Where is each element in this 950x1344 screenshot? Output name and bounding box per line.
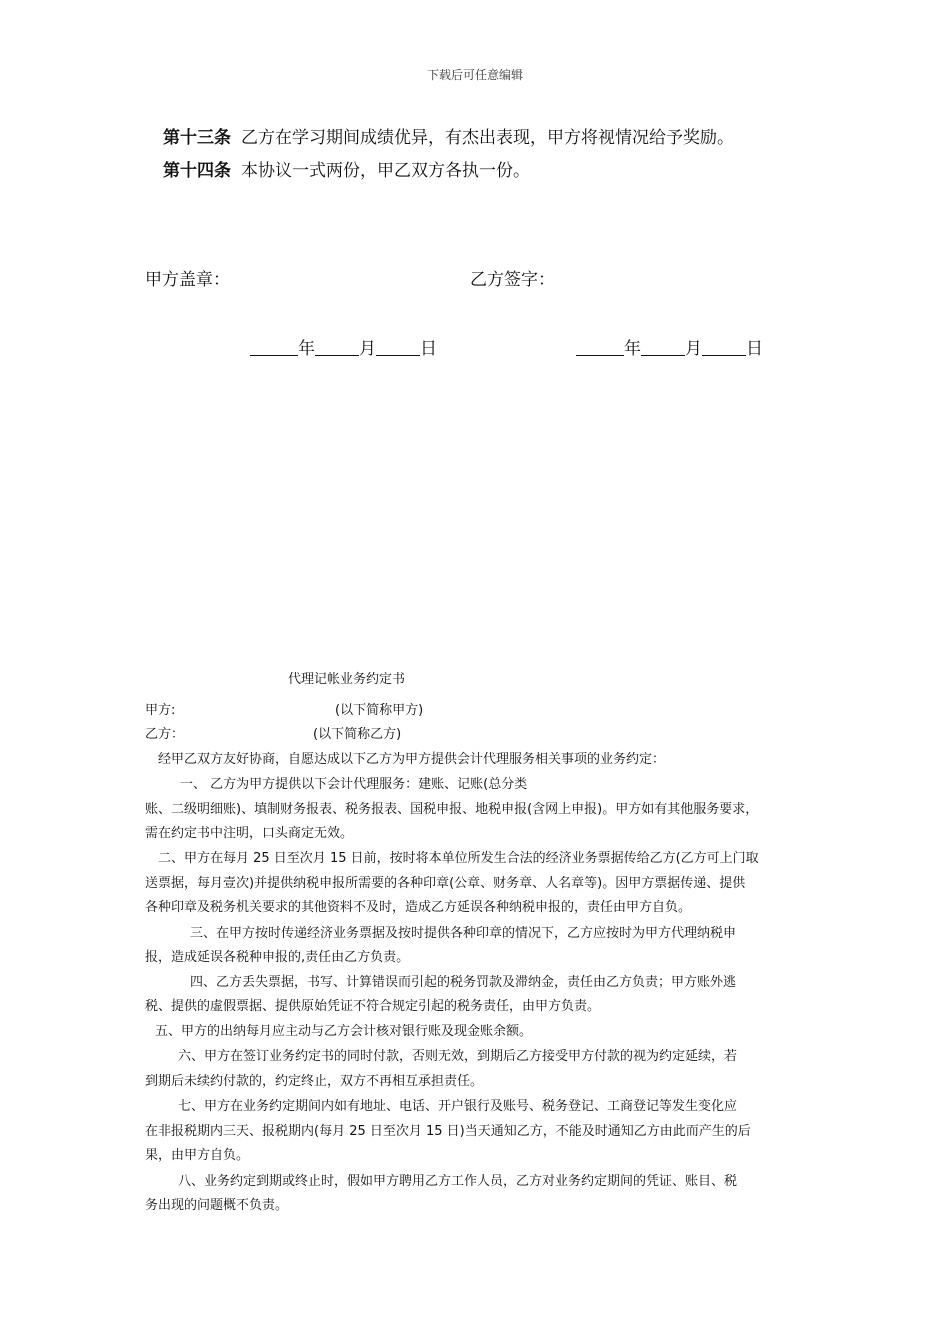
page-header: 下载后可任意编辑 xyxy=(426,68,523,82)
party-a-label: 甲方: xyxy=(145,703,176,718)
body-line: 务出现的问题概不负责。 xyxy=(145,1198,289,1213)
month-label: 月 xyxy=(685,339,702,359)
party-b-label: 乙方： xyxy=(145,727,185,742)
article-text: 乙方在学习期间成绩优异，有杰出表现，甲方将视情况给予奖励。 xyxy=(241,128,734,148)
body-line: 送票据，每月壹次)并提供纳税申报所需要的各种印章(公章、财务章、人名章等)。因甲方票据传递、提供 xyxy=(145,876,746,891)
body-line: 六、甲方在签订业务约定书的同时付款，否则无效，到期后乙方接受甲方付款的视为约定延续，若 xyxy=(178,1049,738,1064)
body-line: 到期后未续约付款的，约定终止，双方不再相互承担责任。 xyxy=(145,1074,484,1089)
body-line: 五、甲方的出纳每月应主动与乙方会计核对银行账及现金账余额。 xyxy=(155,1024,533,1039)
body-line: 报，造成延误各税种申报的,责任由乙方负责。 xyxy=(145,950,410,965)
body-line: 七、甲方在业务约定期间内如有地址、电话、开户银行及账号、税务登记、工商登记等发生变化应 xyxy=(178,1099,738,1114)
body-line: 税、提供的虚假票据、提供原始凭证不符合规定引起的税务责任，由甲方负责。 xyxy=(145,999,601,1014)
day-blank xyxy=(376,337,420,356)
year-label: 年 xyxy=(298,339,315,359)
party-b-date xyxy=(576,334,763,359)
party-a-seal-label: 甲方盖章： xyxy=(145,270,230,290)
body-line: 八、业务约定到期或终止时，假如甲方聘用乙方工作人员，乙方对业务约定期间的凭证、账目、税 xyxy=(178,1174,738,1189)
body-line: 一、 乙方为甲方提供以下会计代理服务：建账、记账(总分类 xyxy=(180,777,528,792)
body-line: 四、乙方丢失票据，书写、计算错误而引起的税务罚款及滞纳金，责任由乙方负责；甲方账外逃 xyxy=(190,975,737,990)
body-line: 在非报税期内三天、报税期内(每月 25 日至次月 15 日)当天通知乙方，不能及时通知乙方由此而产生的后 xyxy=(145,1124,751,1139)
article-14 xyxy=(163,160,530,182)
party-b-note: (以下简称乙方) xyxy=(313,727,402,742)
body-line: 果，由甲方自负。 xyxy=(145,1148,250,1163)
day-label: 日 xyxy=(746,339,763,359)
article-number: 第十四条 xyxy=(163,161,231,181)
day-blank xyxy=(702,337,746,356)
month-blank xyxy=(315,337,359,356)
year-blank xyxy=(250,337,298,356)
body-line: 各种印章及税务机关要求的其他资料不及时，造成乙方延误各种纳税申报的，责任由甲方自负。 xyxy=(145,900,692,915)
year-blank xyxy=(576,337,624,356)
day-label: 日 xyxy=(420,339,437,359)
body-line: 三、在甲方按时传递经济业务票据及按时提供各种印章的情况下，乙方应按时为甲方代理纳税申 xyxy=(190,926,737,941)
article-13 xyxy=(163,127,734,149)
month-label: 月 xyxy=(359,339,376,359)
article-number: 第十三条 xyxy=(163,128,231,148)
body-line: 二、甲方在每月 25 日至次月 15 日前，按时将本单位所发生合法的经济业务票据传给乙方(乙方可上门取 xyxy=(158,851,759,866)
body-line: 需在约定书中注明，口头商定无效。 xyxy=(145,826,354,841)
year-label: 年 xyxy=(624,339,641,359)
article-text: 本协议一式两份，甲乙双方各执一份。 xyxy=(241,161,530,181)
party-b-sign-label: 乙方签字： xyxy=(470,270,555,290)
body-line: 账、二级明细账)、填制财务报表、税务报表、国税申报、地税申报(含网上申报)。甲方如有其他服务要求， xyxy=(145,802,759,817)
month-blank xyxy=(641,337,685,356)
body-line: 经甲乙双方友好协商，自愿达成以下乙方为甲方提供会计代理服务相关事项的业务约定： xyxy=(158,752,666,767)
party-a-date xyxy=(250,334,437,359)
contract-title: 代理记帐业务约定书 xyxy=(288,672,406,687)
party-a-note: (以下简称甲方) xyxy=(335,703,424,718)
